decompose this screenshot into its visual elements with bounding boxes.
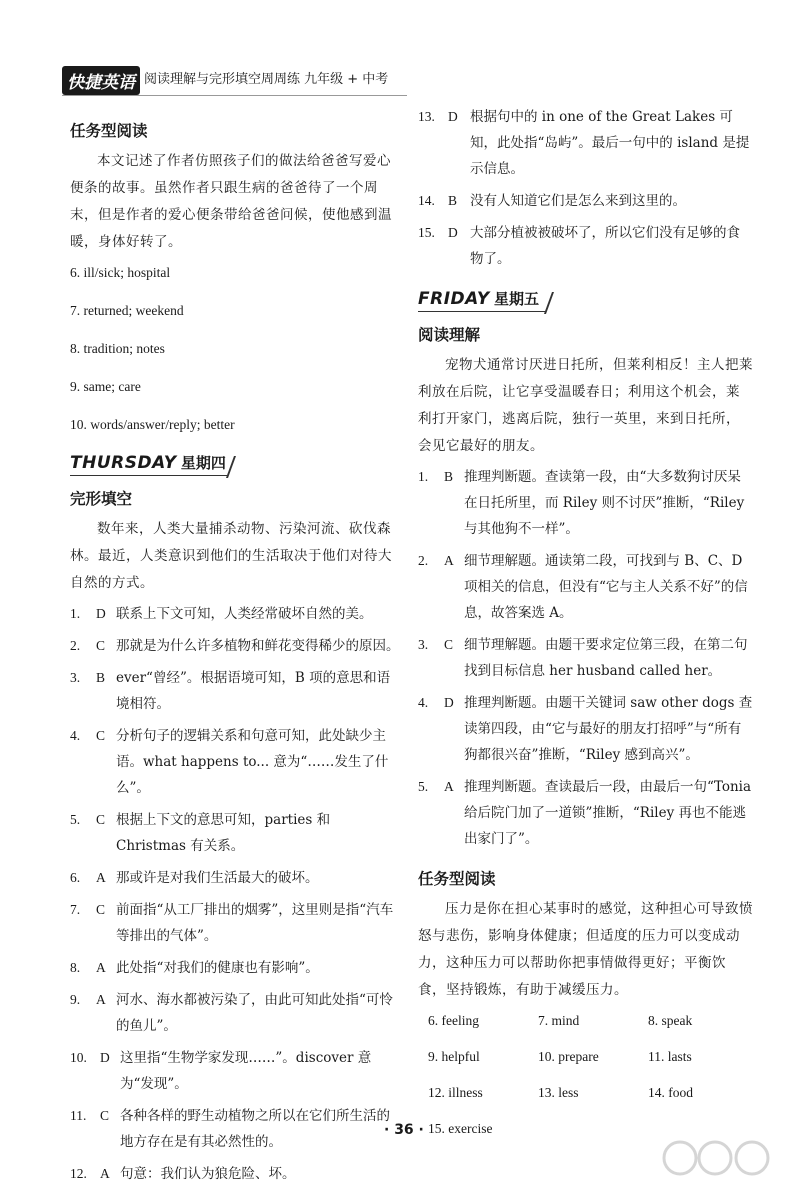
grid-answer: 8. speak: [648, 1013, 693, 1028]
grid-answer: 12. illness: [428, 1085, 483, 1100]
list-item: 5. C 根据上下文的意思可知，parties 和 Christmas 有关系。: [70, 812, 331, 854]
brand-logo: 快捷英语: [62, 66, 140, 95]
grid-answer: 15. exercise: [428, 1121, 493, 1136]
grid-answer: 11. lasts: [648, 1049, 692, 1064]
banner-underline: [418, 311, 546, 312]
answer-row: 9. same; care: [70, 379, 141, 394]
list-item: 3. B ever“曾经”。根据语境可知，B 项的意思和语境相符。: [70, 670, 391, 712]
right-column: [418, 104, 753, 1142]
list-item: 11. C 各种各样的野生动植物之所以在它们所生活的地方存在是有其必然性的。: [70, 1108, 390, 1150]
answer-row: 8. tradition; notes: [70, 341, 165, 356]
thursday-label-en: THURSDAY: [70, 453, 177, 473]
thursday-banner: [70, 450, 400, 480]
list-item: 2. C 那就是为什么许多植物和鲜花变得稀少的原因。: [70, 638, 400, 654]
page-number: · 36 ·: [384, 1122, 424, 1138]
list-item: 14. B 没有人知道它们是怎么来到这里的。: [418, 193, 686, 209]
task-answer-grid: [428, 1008, 753, 1142]
list-item: 1. D 联系上下文可知，人类经常破坏自然的美。: [70, 606, 373, 622]
banner-slash: [226, 456, 236, 478]
list-item: 9. A 河水、海水都被污染了，由此可知此处指“可怜的鱼儿”。: [70, 992, 393, 1034]
task-reading-summary: 本文记述了作者仿照孩子们的做法给爸爸写爱心便条的故事。虽然作者只跟生病的爸爸待了一个周末，但是作者的爱心便条带给爸爸问候，使他感到温暖，身体好转了。: [70, 153, 392, 250]
list-item: 8. A 此处指“对我们的健康也有影响”。: [70, 960, 319, 976]
list-item: 4. C 分析句子的逻辑关系和句意可知，此处缺少主语。what happens to... 意为“……发生了什么”。: [70, 728, 389, 796]
grid-answer: 7. mind: [538, 1013, 580, 1028]
list-item: 7. C 前面指“从工厂排出的烟雾”，这里则是指“汽车等排出的气体”。: [70, 902, 394, 944]
header-rule: [62, 95, 407, 96]
grid-answer: 13. less: [538, 1085, 579, 1100]
task-reading-friday-summary: 压力是你在担心某事时的感觉，这种担心可导致愤怒与悲伤，影响身体健康；但适度的压力可以变成动力，这种压力可以帮助你把事情做得更好；平衡饮食，坚持锻炼，有助于减缓压力。: [418, 901, 753, 998]
section-title-reading: 阅读理解: [418, 326, 481, 344]
list-item: 3. C 细节理解题。由题干要求定位第三段，在第二句找到目标信息 her husband called her。: [418, 637, 748, 679]
thursday-label-zh: 星期四: [180, 454, 226, 472]
cloze-answer-list-continued: [418, 104, 753, 272]
answer-row: 10. words/answer/reply; better: [70, 417, 235, 432]
grid-answer: 9. helpful: [428, 1049, 480, 1064]
list-item: 12. A 句意：我们认为狼危险、坏。: [70, 1166, 296, 1182]
reading-summary: 宠物犬通常讨厌进日托所，但莱利相反！主人把莱利放在后院，让它享受温暖春日；利用这个机会，莱利打开家门，逃离后院，独行一英里，来到日托所，会见它最好的朋友。: [418, 357, 753, 454]
cloze-summary: 数年来，人类大量捕杀动物、污染河流、砍伐森林。最近，人类意识到他们的生活取决于他们对待大自然的方式。: [70, 521, 392, 591]
list-item: 10. D 这里指“生物学家发现……”。discover 意为“发现”。: [70, 1050, 372, 1092]
cloze-answer-list: [70, 601, 400, 1187]
page-header: [62, 66, 402, 96]
header-title: 阅读理解与完形填空周周练 九年级 + 中考: [144, 72, 389, 87]
banner-underline: [70, 475, 228, 476]
list-item: 1. B 推理判断题。查读第一段，由“大多数狗讨厌呆在日托所里，而 Riley 则不讨厌”推断，“Riley 与其他狗不一样”。: [418, 469, 745, 537]
reading-answer-list: [418, 464, 753, 852]
task-reading-answers: [70, 260, 400, 438]
section-title-task-reading: 任务型阅读: [70, 122, 148, 140]
list-item: 6. A 那或许是对我们生活最大的破坏。: [70, 870, 319, 886]
list-item: 13. D 根据句中的 in one of the Great Lakes 可知，此处指“岛屿”。最后一句中的 island 是提示信息。: [418, 109, 750, 177]
section-title-cloze: 完形填空: [70, 490, 133, 508]
friday-label-zh: 星期五: [493, 290, 539, 308]
header-separator: [138, 70, 140, 86]
list-item: 15. D 大部分植被被破坏了，所以它们没有足够的食物了。: [418, 225, 740, 267]
banner-slash: [544, 292, 554, 314]
grid-answer: 6. feeling: [428, 1013, 479, 1028]
grid-answer: 10. prepare: [538, 1049, 599, 1064]
list-item: 4. D 推理判断题。由题干关键词 saw other dogs 查读第四段，由“它与最好的朋友打招呼”与“所有狗都很兴奋”推断，“Riley 感到高兴”。: [418, 695, 753, 763]
answer-row: 7. returned; weekend: [70, 303, 184, 318]
section-title-task-reading-friday: 任务型阅读: [418, 870, 496, 888]
list-item: 2. A 细节理解题。通读第二段，可找到与 B、C、D 项相关的信息，但没有“它与主人关系不好”的信息，故答案选 A。: [418, 553, 748, 621]
watermark-logo-icon: [660, 1130, 780, 1190]
grid-answer: 14. food: [648, 1085, 693, 1100]
list-item: 5. A 推理判断题。查读最后一段，由最后一句“Tonia 给后院门加了一道锁”推断，“Riley 再也不能逃出家门了”。: [418, 779, 752, 847]
friday-label-en: FRIDAY: [418, 289, 490, 309]
left-column: [70, 112, 400, 1193]
answer-row: 6. ill/sick; hospital: [70, 265, 171, 280]
friday-banner: [418, 286, 753, 316]
